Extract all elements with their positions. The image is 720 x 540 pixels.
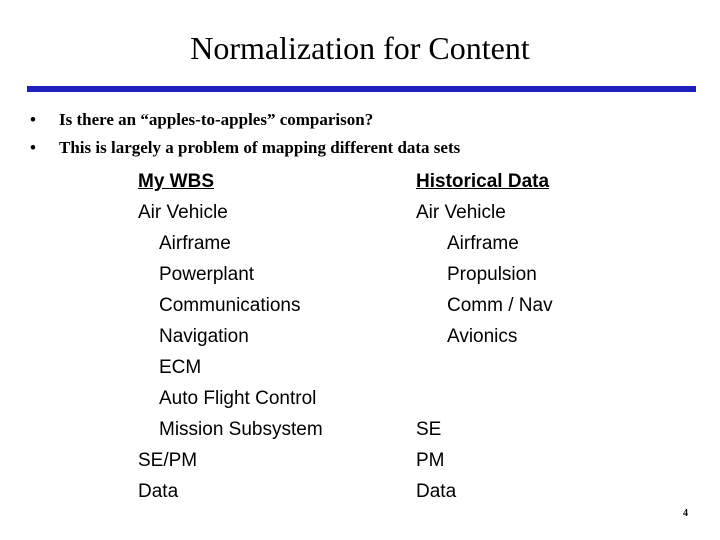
historical-data-item [416,385,553,416]
my-wbs-item: Data [138,481,179,502]
my-wbs-header: My WBS [138,171,214,192]
bullet-marker: • [30,138,36,157]
title-divider [27,86,696,92]
my-wbs-item: Mission Subsystem [159,419,323,440]
bullet-list [28,107,460,163]
historical-data-item: Propulsion [447,264,537,285]
historical-data-item: Comm / Nav [447,295,553,316]
my-wbs-item: SE/PM [138,450,198,471]
historical-data-item: SE [416,419,442,440]
bullet-item [28,135,460,163]
historical-data-item: Airframe [447,233,519,254]
my-wbs-item: Navigation [159,326,249,347]
historical-data-header: Historical Data [416,171,550,192]
my-wbs-item: Communications [159,295,301,316]
bullet-marker: • [30,110,36,129]
historical-data-item: Data [416,481,457,502]
slide-title: Normalization for Content [190,30,530,66]
historical-data-item [416,354,553,385]
my-wbs-item: Airframe [159,233,231,254]
historical-data-item: Avionics [447,326,518,347]
my-wbs-item: Powerplant [159,264,255,285]
my-wbs-item: Auto Flight Control [159,388,317,409]
historical-data-item: Air Vehicle [416,202,506,223]
my-wbs-item: Air Vehicle [138,202,228,223]
page-number: 4 [683,508,688,519]
my-wbs-item: ECM [159,357,202,378]
my-wbs-column [138,168,323,509]
bullet-item [28,107,460,135]
historical-data-column [416,168,553,509]
bullet-text: Is there an “apples-to-apples” comparison? [59,110,374,129]
bullet-text: This is largely a problem of mapping different data sets [59,138,461,157]
historical-data-item: PM [416,450,445,471]
